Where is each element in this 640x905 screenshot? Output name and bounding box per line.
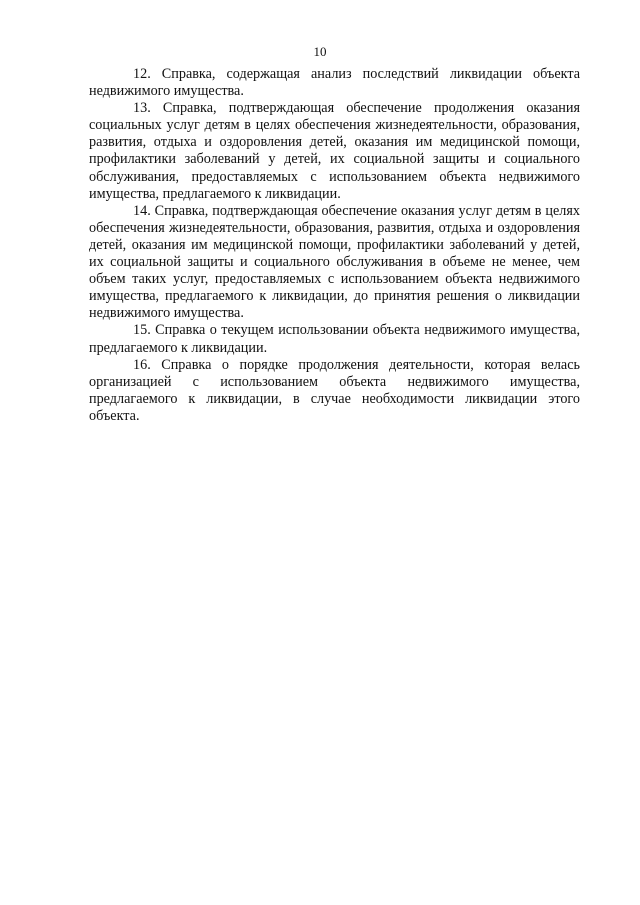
page-number: 10	[313, 44, 327, 59]
paragraph-14: 14. Справка, подтверждающая обеспечение оказания услуг детям в целях обеспечения жизнедеятельности, образования, развития, отдыха и оздоровления детей, оказания им медицинской помощи, профилактики заболеваний у детей, их социальной защиты и социального обслуживания в объеме не менее, чем объем таких услуг, предоставляемых с использованием объекта недвижимого имущества, предлагаемого к ликвидации, до принятия решения о ликвидации недвижимого имущества.	[89, 202, 580, 322]
paragraph-15: 15. Справка о текущем использовании объекта недвижимого имущества, предлагаемого к ликвидации.	[89, 322, 580, 356]
paragraph-12: 12. Справка, содержащая анализ последствий ликвидации объекта недвижимого имущества.	[89, 66, 580, 100]
document-body	[89, 66, 580, 425]
paragraph-13: 13. Справка, подтверждающая обеспечение продолжения оказания социальных услуг детям в целях обеспечения жизнедеятельности, образования, развития, отдыха и оздоровления детей, оказания им медицинской помощи, профилактики заболеваний у детей, их социальной защиты и социального обслуживания, предоставляемых с использованием объекта недвижимого имущества, предлагаемого к ликвидации.	[89, 100, 580, 202]
paragraph-16: 16. Справка о порядке продолжения деятельности, которая велась организацией с использованием объекта недвижимого имущества, предлагаемого к ликвидации, в случае необходимости ликвидации этого объекта.	[89, 356, 580, 424]
